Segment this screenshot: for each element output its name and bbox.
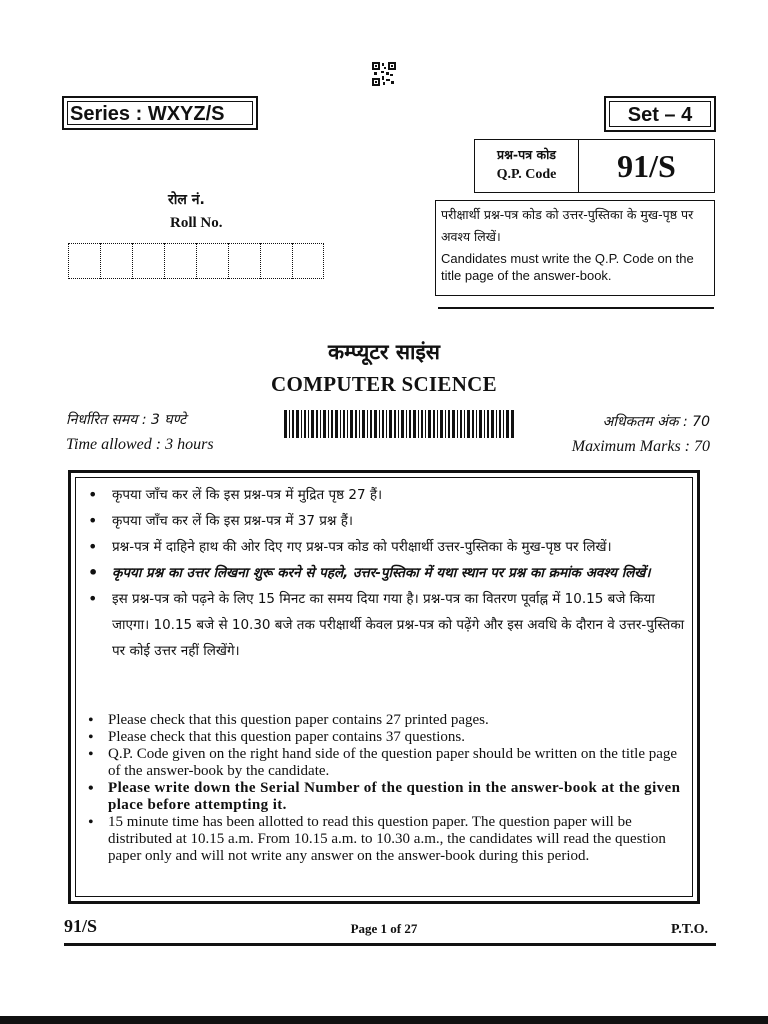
qp-note-english: Candidates must write the Q.P. Code on the title page of the answer-book. <box>441 251 694 283</box>
footer-qp-code: 91/S <box>64 916 98 936</box>
list-item: • कृपया प्रश्न का उत्तर लिखना शुरू करने से पहले, उत्तर-पुस्तिका में यथा स्थान पर प्रश्न का क्रमांक अवश्य लिखें। <box>84 560 690 586</box>
footer-divider <box>64 943 716 946</box>
roll-cell[interactable] <box>260 243 292 279</box>
set-box <box>604 96 716 132</box>
roll-cell[interactable] <box>164 243 196 279</box>
max-marks-english: Maximum Marks : 70 <box>571 438 710 455</box>
list-item: • Q.P. Code given on the right hand side of the question paper should be written on the title page of the answer-book by the candidate. <box>84 746 690 780</box>
list-item: • प्रश्न-पत्र में दाहिने हाथ की ओर दिए गए प्रश्न-पत्र कोड को परीक्षार्थी उत्तर-पुस्तिका के मुख-पृष्ठ पर लिखें। <box>84 534 690 560</box>
time-allowed-english: Time allowed : 3 hours <box>66 436 214 453</box>
footer-pto: P.T.O. <box>671 922 708 937</box>
divider <box>438 307 714 309</box>
roll-cell[interactable] <box>68 243 100 279</box>
roll-cell[interactable] <box>292 243 324 279</box>
list-item: • Please write down the Serial Number of the question in the answer-book at the given place before attempting it. <box>84 780 690 814</box>
list-item: • Please check that this question paper contains 27 printed pages. <box>84 712 690 729</box>
instructions-english-list <box>84 712 690 865</box>
time-allowed-hindi: निर्धारित समय : 3 घण्टे <box>66 412 187 428</box>
list-item: • कृपया जाँच कर लें कि इस प्रश्न-पत्र में 37 प्रश्न हैं। <box>84 508 690 534</box>
footer-page-number: Page 1 of 27 <box>350 921 418 936</box>
roll-cell[interactable] <box>100 243 132 279</box>
roll-cell[interactable] <box>196 243 228 279</box>
list-item: • कृपया जाँच कर लें कि इस प्रश्न-पत्र में मुद्रित पृष्ठ 27 हैं। <box>84 482 690 508</box>
qp-code-label <box>475 140 579 192</box>
roll-number-boxes[interactable] <box>68 243 324 281</box>
roll-cell[interactable] <box>228 243 260 279</box>
max-marks-hindi: अधिकतम अंक : 70 <box>602 414 710 430</box>
instructions-hindi-list <box>84 482 690 664</box>
set-label: Set – 4 <box>609 101 711 127</box>
barcode-icon <box>284 410 514 438</box>
list-item: • इस प्रश्न-पत्र को पढ़ने के लिए 15 मिनट का समय दिया गया है। प्रश्न-पत्र का वितरण पूर्वाह्न में 10.15 बजे किया जाएगा। 10.15 बजे से 10.30 बजे तक परीक्षार्थी केवल प्रश्न-पत्र को पढ़ेंगे और इस अवधि के दौरान वे उत्तर-पुस्तिका पर कोई उत्तर नहीं लिखेंगे। <box>84 586 690 664</box>
subject-title-english: COMPUTER SCIENCE <box>271 372 497 396</box>
subject-title-hindi: कम्प्यूटर साइंस <box>328 340 440 364</box>
qp-code-note-box <box>435 200 715 296</box>
qp-label-english: Q.P. Code <box>496 167 557 182</box>
roll-label-english: Roll No. <box>170 215 223 231</box>
qr-code-icon <box>372 62 396 86</box>
qp-label-hindi: प्रश्न-पत्र कोड <box>496 147 556 162</box>
qp-note-hindi: परीक्षार्थी प्रश्न-पत्र कोड को उत्तर-पुस्तिका के मुख-पृष्ठ पर अवश्य लिखें। <box>441 207 694 244</box>
list-item: • Please check that this question paper contains 37 questions. <box>84 729 690 746</box>
series-box <box>62 96 258 130</box>
qp-code-value: 91/S <box>617 148 676 184</box>
roll-cell[interactable] <box>132 243 164 279</box>
scan-edge-line <box>0 1016 768 1024</box>
qp-code-box <box>474 139 715 193</box>
roll-label-hindi: रोल नं. <box>168 192 205 208</box>
series-label: Series : WXYZ/S <box>67 101 253 125</box>
list-item: • 15 minute time has been allotted to read this question paper. The question paper will be distributed at 10.15 a.m. From 10.15 a.m. to 10.30 a.m., the candidates will read the question paper only and will not write any answer on the answer-book during this period. <box>84 814 690 865</box>
